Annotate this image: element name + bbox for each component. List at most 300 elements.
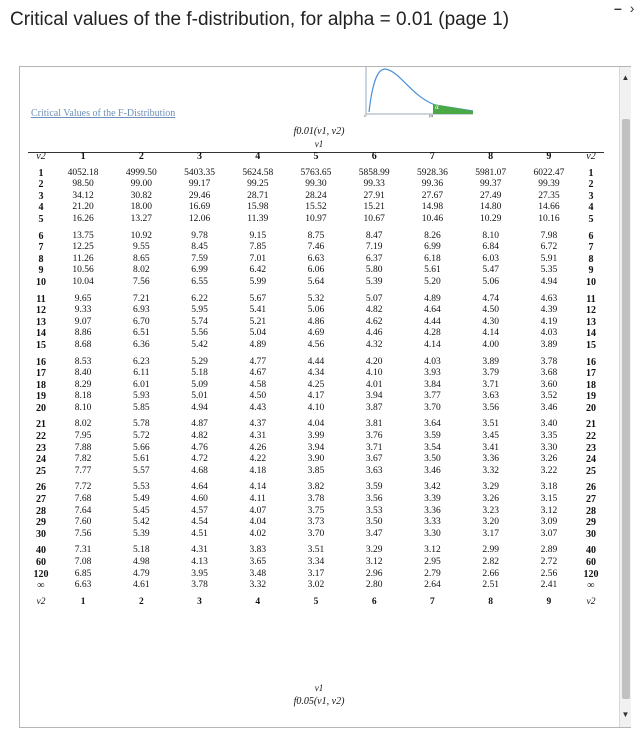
- table-cell: 3.50: [365, 517, 383, 528]
- table-cell: 4.72: [191, 454, 208, 465]
- table-cell: 5.56: [191, 328, 208, 339]
- table-cell: 4999.50: [125, 167, 157, 178]
- scroll-down-icon[interactable]: ▼: [621, 710, 630, 719]
- table-cell: 8.47: [365, 230, 383, 241]
- table-cell: 27.49: [479, 190, 502, 201]
- df-label-left: 1: [38, 167, 44, 179]
- table-cell: 5.53: [133, 482, 150, 493]
- table-cell: 6.03: [482, 253, 499, 264]
- table-cell: 13.75: [72, 230, 94, 241]
- df-label-left: 120: [33, 568, 49, 580]
- table-cell: 7.68: [74, 494, 92, 505]
- table-cell: 3.73: [307, 517, 325, 528]
- table-row: [28, 391, 604, 403]
- table-cell: 6.11: [133, 368, 150, 379]
- table-cell: 14.80: [479, 202, 502, 213]
- window-controls[interactable]: [614, 0, 634, 16]
- footer-row: [28, 597, 604, 609]
- table-cell: 4052.18: [67, 167, 99, 178]
- table-cell: 3.84: [424, 379, 441, 390]
- table-cell: 27.35: [538, 190, 560, 201]
- table-cell: 7.88: [74, 442, 92, 453]
- table-cell: 7.95: [74, 431, 92, 442]
- table-cell: 4.44: [424, 316, 441, 327]
- table-cell: 7.85: [249, 242, 267, 253]
- df-label-left: 16: [36, 356, 46, 368]
- table-cell: 8.10: [482, 230, 499, 241]
- table-cell: 7.98: [540, 230, 558, 241]
- df-label-left: ∞: [37, 580, 45, 592]
- table-cell: 4.86: [307, 316, 325, 327]
- table-cell: 5.47: [482, 265, 499, 276]
- table-cell: 5.80: [365, 265, 383, 276]
- column-header-2: 2: [138, 151, 144, 162]
- table-cell: 4.51: [191, 528, 208, 539]
- table-cell: 9.15: [249, 230, 267, 241]
- table-cell: 10.67: [363, 213, 385, 224]
- table-cell: 4.44: [307, 356, 325, 367]
- table-cell: 7.77: [74, 465, 92, 476]
- df-label-right: 21: [586, 419, 596, 431]
- table-cell: 5.93: [133, 391, 150, 402]
- table-cell: 3.35: [540, 431, 558, 442]
- table-cell: 4.34: [307, 368, 325, 379]
- table-row: [28, 179, 604, 191]
- scroll-up-icon[interactable]: ▲: [621, 73, 630, 82]
- table-cell: 15.21: [363, 202, 385, 213]
- table-cell: 11.39: [247, 213, 269, 224]
- table-cell: 3.83: [249, 545, 267, 556]
- df-label-left: 22: [36, 431, 46, 443]
- table-cell: 3.94: [365, 391, 383, 402]
- table-cell: 3.26: [482, 494, 499, 505]
- table-cell: 9.65: [74, 293, 92, 304]
- table-cell: 2.95: [424, 557, 441, 567]
- df-label-right: ∞: [587, 580, 595, 592]
- table-cell: 3.20: [482, 517, 499, 528]
- table-cell: 3.75: [307, 505, 325, 516]
- header-row: [28, 151, 604, 163]
- table-cell: 5.32: [307, 293, 325, 304]
- table-cell: 15.52: [305, 202, 327, 213]
- table-cell: 5.18: [191, 368, 208, 379]
- table-cell: 4.04: [307, 419, 325, 430]
- table-cell: 3.17: [482, 528, 499, 539]
- table-cell: 27.67: [421, 190, 444, 201]
- column-footer-3: 3: [197, 596, 202, 607]
- column-footer-1: 1: [80, 596, 86, 607]
- column-header-7: 7: [429, 151, 435, 162]
- table-cell: 8.53: [74, 356, 92, 367]
- table-cell: 4.03: [424, 356, 441, 367]
- nu1-top-label: v1: [314, 139, 324, 149]
- table-cell: 4.19: [540, 316, 558, 327]
- table-cell: 99.30: [305, 179, 327, 190]
- table-cell: 7.08: [74, 557, 92, 567]
- table-cell: 3.70: [424, 402, 441, 413]
- table-cell: 4.57: [191, 505, 208, 516]
- table-cell: 4.32: [365, 339, 383, 350]
- table-cell: 3.59: [424, 431, 441, 442]
- table-cell: 6.51: [133, 328, 150, 339]
- table-cell: 16.69: [188, 202, 211, 213]
- table-row: [28, 254, 604, 266]
- table-cell: 4.20: [365, 356, 383, 367]
- table-cell: 99.25: [247, 179, 269, 190]
- table-cell: 27.91: [363, 190, 385, 201]
- table-cell: 14.66: [538, 202, 560, 213]
- table-row: [28, 265, 604, 277]
- table-cell: 99.39: [538, 179, 560, 190]
- table-cell: 2.66: [482, 568, 499, 579]
- table-cell: 3.85: [307, 465, 325, 476]
- table-cell: 7.19: [365, 242, 383, 253]
- column-header-3: 3: [197, 151, 203, 162]
- table-row: [28, 494, 604, 506]
- table-cell: 4.25: [307, 379, 325, 390]
- table-cell: 3.09: [540, 517, 558, 528]
- table-cell: 7.56: [133, 276, 150, 287]
- df-label-left: 8: [38, 253, 44, 265]
- table-cell: 99.37: [479, 179, 502, 190]
- table-cell: 6.36: [133, 339, 150, 350]
- df-label-left: 28: [36, 505, 46, 517]
- df-label-left: 60: [36, 557, 46, 568]
- table-cell: 5928.36: [416, 167, 448, 178]
- table-cell: 8.45: [191, 242, 208, 253]
- v2-footer-right: v2: [586, 596, 596, 607]
- table-row: [28, 545, 604, 557]
- table-cell: 3.95: [191, 568, 208, 579]
- table-cell: 14.98: [421, 202, 444, 213]
- table-cell: 5.85: [133, 402, 150, 413]
- df-label-left: 2: [38, 179, 44, 191]
- table-cell: 4.82: [365, 305, 383, 316]
- table-cell: 2.99: [482, 545, 499, 556]
- table-cell: 3.56: [482, 402, 499, 413]
- column-footer-2: 2: [138, 596, 144, 607]
- table-cell: 4.39: [540, 305, 558, 316]
- chevron-right-icon[interactable]: ›: [629, 0, 635, 16]
- table-cell: 4.61: [133, 580, 150, 591]
- table-cell: 3.46: [540, 402, 558, 413]
- table-cell: 5.18: [133, 545, 150, 556]
- table-row: [28, 403, 604, 415]
- table-cell: 4.64: [191, 482, 208, 493]
- table-cell: 3.02: [307, 580, 325, 591]
- df-label-left: 23: [36, 442, 46, 454]
- table-cell: 3.17: [307, 568, 325, 579]
- v2-footer-left: v2: [36, 596, 46, 607]
- table-cell: 4.28: [424, 328, 441, 339]
- table-cell: 5403.35: [184, 167, 215, 178]
- table-cell: 8.02: [74, 419, 92, 430]
- table-cell: 2.72: [540, 557, 558, 567]
- table-cell: 5.07: [365, 293, 383, 304]
- table-cell: 3.68: [540, 368, 558, 379]
- table-cell: 3.90: [307, 454, 325, 465]
- table-cell: 5.61: [133, 454, 150, 465]
- table-cell: 4.68: [191, 465, 208, 476]
- table-cell: 3.42: [424, 482, 441, 493]
- table-cell: 3.34: [307, 557, 325, 567]
- table-cell: 4.50: [482, 305, 499, 316]
- table-cell: 5.39: [365, 276, 383, 287]
- table-row: [28, 317, 604, 329]
- table-cell: 10.16: [538, 213, 560, 224]
- df-label-left: 24: [36, 454, 46, 466]
- table-cell: 9.33: [74, 305, 92, 316]
- f-table: [28, 151, 604, 608]
- table-cell: 6.22: [191, 293, 208, 304]
- table-row: [28, 242, 604, 254]
- table-cell: 3.30: [424, 528, 441, 539]
- table-cell: 7.46: [307, 242, 325, 253]
- table-cell: 3.12: [424, 545, 441, 556]
- table-cell: 4.18: [249, 465, 267, 476]
- table-cell: 7.21: [133, 293, 150, 304]
- table-cell: 16.26: [72, 213, 94, 224]
- table-cell: 3.29: [365, 545, 383, 556]
- table-cell: 3.18: [540, 482, 558, 493]
- df-label-right: 29: [586, 517, 596, 529]
- table-row: [28, 328, 604, 340]
- table-cell: 5.41: [249, 305, 267, 316]
- table-cell: 3.59: [365, 482, 383, 493]
- document-viewer[interactable]: [19, 66, 631, 728]
- table-cell: 5.67: [249, 293, 267, 304]
- table-cell: 3.78: [540, 356, 558, 367]
- table-cell: 3.51: [482, 419, 499, 430]
- table-row: [28, 231, 604, 243]
- df-label-left: 29: [36, 517, 46, 529]
- df-label-right: 30: [586, 528, 596, 540]
- table-cell: 4.89: [424, 293, 441, 304]
- table-cell: 10.46: [421, 213, 444, 224]
- table-cell: 5.20: [424, 276, 441, 287]
- table-cell: 3.32: [249, 580, 267, 591]
- table-cell: 3.71: [365, 442, 383, 453]
- table-cell: 4.14: [249, 482, 267, 493]
- table-cell: 8.18: [74, 391, 92, 402]
- df-label-right: 19: [586, 391, 596, 403]
- table-cell: 3.12: [365, 557, 383, 567]
- df-label-left: 26: [36, 482, 46, 494]
- table-cell: 4.31: [249, 431, 267, 442]
- table-cell: 99.33: [363, 179, 385, 190]
- table-cell: 3.78: [191, 580, 208, 591]
- table-cell: 4.11: [249, 494, 266, 505]
- document-heading[interactable]: Critical Values of the F-Distribution: [31, 108, 176, 119]
- table-cell: 8.40: [74, 368, 92, 379]
- table-cell: 3.36: [424, 505, 441, 516]
- table-cell: 3.63: [482, 391, 499, 402]
- table-cell: 3.30: [540, 442, 558, 453]
- table-cell: 5981.07: [475, 167, 507, 178]
- table-cell: 6.99: [191, 265, 208, 276]
- table-row: [28, 580, 604, 592]
- table-cell: 5.04: [249, 328, 267, 339]
- table-cell: 9.07: [74, 316, 92, 327]
- table-cell: 5.35: [540, 265, 558, 276]
- table-row: [28, 557, 604, 569]
- table-cell: 3.52: [540, 391, 558, 402]
- table-row: [28, 443, 604, 455]
- minimize-icon[interactable]: –: [614, 0, 622, 16]
- table-cell: 4.10: [365, 368, 383, 379]
- table-cell: 29.46: [188, 190, 211, 201]
- table-cell: 5.64: [307, 276, 325, 287]
- table-cell: 3.93: [424, 368, 441, 379]
- v2-header-right: v2: [586, 151, 596, 162]
- table-row: [28, 466, 604, 478]
- table-cell: 6.99: [424, 242, 441, 253]
- table-cell: 30.82: [130, 190, 153, 201]
- table-cell: 3.78: [307, 494, 325, 505]
- df-label-right: 22: [586, 431, 596, 443]
- table-cell: 5.42: [191, 339, 208, 350]
- df-label-left: 13: [36, 316, 46, 328]
- table-cell: 3.33: [424, 517, 441, 528]
- table-cell: 4.30: [482, 316, 499, 327]
- df-label-right: 14: [586, 328, 596, 340]
- df-label-right: 1: [588, 167, 594, 179]
- table-cell: 12.25: [72, 242, 94, 253]
- table-cell: 5.95: [191, 305, 208, 316]
- df-label-left: 25: [36, 465, 46, 477]
- table-row: [28, 340, 604, 352]
- table-cell: 4.77: [249, 356, 267, 367]
- table-cell: 12.06: [188, 213, 211, 224]
- svg-text:fα: fα: [429, 113, 434, 118]
- table-cell: 18.00: [130, 202, 153, 213]
- table-cell: 6.01: [133, 379, 150, 390]
- table-cell: 4.62: [365, 316, 383, 327]
- table-cell: 5.45: [133, 505, 150, 516]
- table-cell: 13.27: [130, 213, 153, 224]
- table-cell: 4.00: [482, 339, 499, 350]
- table-cell: 4.69: [307, 328, 325, 339]
- table-cell: 8.10: [74, 402, 92, 413]
- table-cell: 8.02: [133, 265, 150, 276]
- df-label-right: 9: [588, 265, 594, 277]
- table-cell: 3.82: [307, 482, 325, 493]
- table-cell: 3.89: [540, 339, 558, 350]
- table-row: [28, 569, 604, 581]
- table-row: [28, 191, 604, 203]
- table-cell: 9.78: [191, 230, 208, 241]
- table-cell: 5.06: [307, 305, 325, 316]
- table-cell: 3.47: [365, 528, 383, 539]
- df-label-left: 15: [36, 339, 46, 351]
- table-cell: 9.55: [133, 242, 150, 253]
- table-cell: 8.86: [74, 328, 92, 339]
- table-cell: 3.48: [249, 568, 267, 579]
- table-cell: 4.63: [540, 293, 558, 304]
- table-row: [28, 168, 604, 180]
- table-cell: 2.82: [482, 557, 499, 567]
- table-cell: 3.50: [424, 454, 441, 465]
- df-label-right: 23: [586, 442, 596, 454]
- df-label-left: 40: [36, 545, 46, 557]
- table-cell: 6.18: [424, 253, 441, 264]
- table-cell: 4.26: [249, 442, 267, 453]
- table-cell: 2.51: [482, 580, 499, 591]
- table-cell: 4.87: [191, 419, 208, 430]
- table-row: [28, 454, 604, 466]
- df-label-left: 17: [36, 368, 46, 380]
- table-cell: 4.50: [249, 391, 267, 402]
- table-cell: 5.78: [133, 419, 150, 430]
- table-cell: 3.51: [307, 545, 325, 556]
- df-label-left: 18: [36, 379, 46, 391]
- table-cell: 5.99: [249, 276, 267, 287]
- table-cell: 5763.65: [300, 167, 332, 178]
- df-label-left: 30: [36, 528, 46, 540]
- table-cell: 10.04: [72, 276, 94, 287]
- df-label-right: 4: [588, 202, 594, 214]
- table-cell: 28.71: [247, 190, 269, 201]
- table-cell: 6.37: [365, 253, 383, 264]
- table-cell: 3.56: [365, 494, 383, 505]
- table-cell: 4.04: [249, 517, 267, 528]
- table-cell: 3.70: [307, 528, 325, 539]
- table-cell: 3.94: [307, 442, 325, 453]
- table-cell: 10.92: [130, 230, 153, 241]
- table-cell: 3.22: [540, 465, 558, 476]
- table-cell: 10.97: [305, 213, 327, 224]
- table-cell: 4.10: [307, 402, 325, 413]
- table-cell: 4.07: [249, 505, 267, 516]
- table-cell: 8.65: [133, 253, 150, 264]
- df-label-right: 3: [588, 190, 594, 202]
- table-cell: 5858.99: [358, 167, 390, 178]
- column-footer-5: 5: [313, 596, 319, 607]
- table-row: [28, 529, 604, 541]
- table-cell: 7.59: [191, 253, 208, 264]
- table-cell: 4.13: [191, 557, 208, 567]
- df-label-left: 20: [36, 402, 46, 414]
- table-cell: 4.14: [424, 339, 441, 350]
- f-upper-label: f0.01(v1, v2): [293, 126, 345, 137]
- df-label-left: 5: [38, 213, 44, 225]
- svg-text:0: 0: [364, 113, 367, 118]
- table-row: [28, 431, 604, 443]
- df-label-left: 27: [36, 494, 46, 506]
- table-row: [28, 305, 604, 317]
- df-label-right: 8: [588, 253, 594, 265]
- page-title: Critical values of the f-distribution, for alpha = 0.01 (page 1): [10, 9, 510, 30]
- table-cell: 11.26: [72, 253, 94, 264]
- table-cell: 5.29: [191, 356, 208, 367]
- table-cell: 8.29: [74, 379, 92, 390]
- table-cell: 5.21: [249, 316, 267, 327]
- df-label-left: 21: [36, 419, 46, 431]
- table-cell: 2.41: [540, 580, 558, 591]
- table-cell: 7.01: [249, 253, 267, 264]
- df-label-right: 120: [583, 568, 599, 580]
- column-footer-7: 7: [430, 596, 435, 607]
- scroll-thumb[interactable]: [622, 119, 630, 699]
- df-label-right: 27: [586, 494, 596, 506]
- table-cell: 4.67: [249, 368, 267, 379]
- table-cell: 3.71: [482, 379, 499, 390]
- table-cell: 6.84: [482, 242, 499, 253]
- df-label-left: 11: [36, 293, 46, 305]
- vertical-scrollbar[interactable]: [619, 67, 631, 727]
- table-cell: 4.01: [365, 379, 383, 390]
- table-cell: 4.14: [482, 328, 499, 339]
